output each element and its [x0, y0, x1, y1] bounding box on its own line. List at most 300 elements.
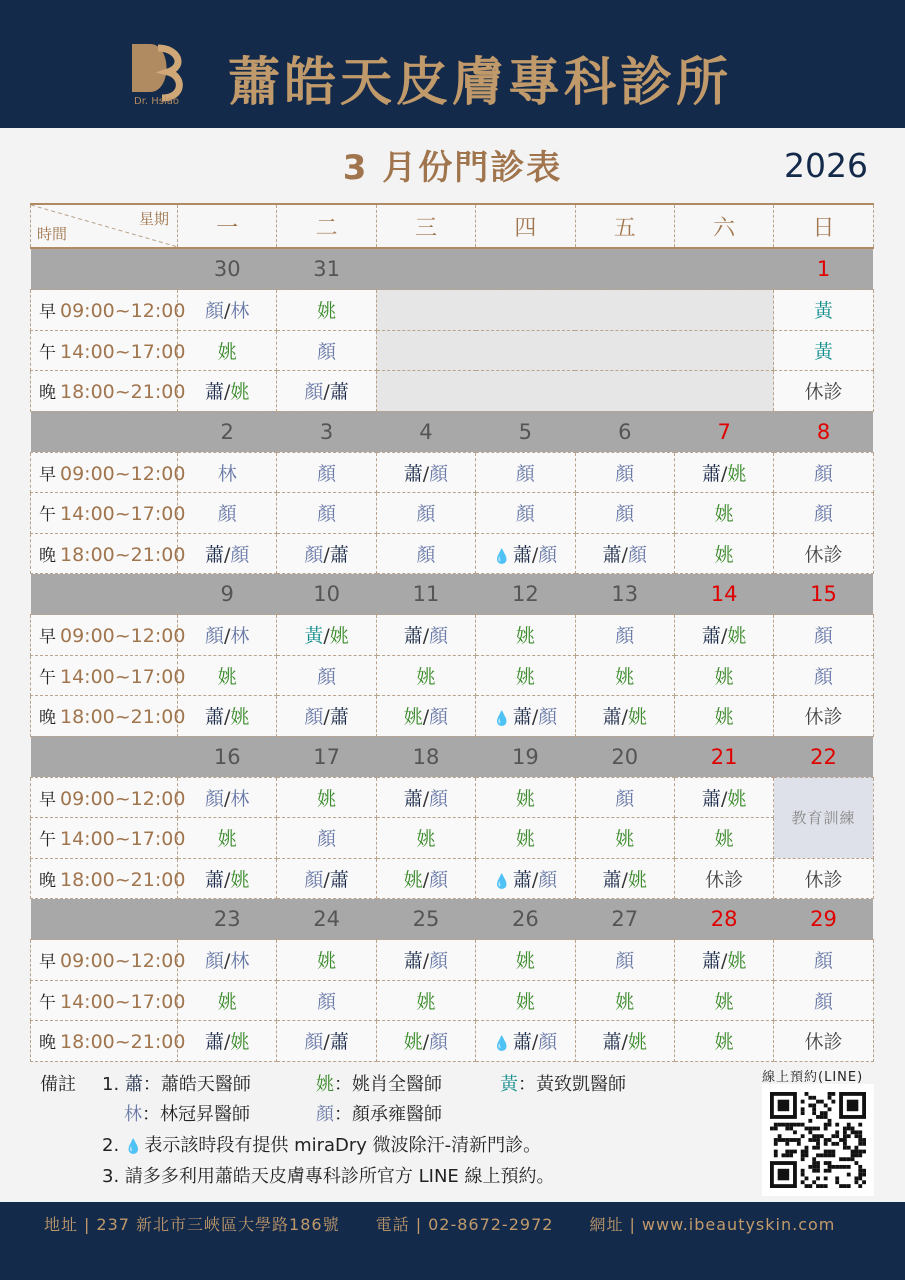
- time-slot-row: [31, 290, 874, 331]
- doctor-name: 顏: [615, 625, 635, 648]
- doctor-separator: /: [323, 543, 330, 566]
- schedule-cell: [575, 533, 674, 574]
- doctor-name: 休診: [804, 543, 843, 566]
- date-cell: 25: [376, 899, 475, 940]
- website-label: 網址: [589, 1215, 624, 1234]
- doctor-name: 林: [230, 300, 250, 323]
- doctor-name: 蕭: [329, 868, 349, 891]
- schedule-cell: [376, 858, 475, 899]
- doctor-name: 姚: [714, 503, 734, 526]
- doctor-name: 顏: [204, 950, 224, 973]
- slot-time-range: 09:00~12:00: [60, 300, 186, 323]
- slot-short-label: 晚: [39, 708, 56, 729]
- schedule-table: [30, 203, 873, 1062]
- doctor-name: 姚: [403, 868, 423, 891]
- time-slot-row: [31, 615, 874, 656]
- time-slot-label: [31, 330, 186, 371]
- slot-time-range: 14:00~17:00: [60, 503, 186, 526]
- time-axis-label: 時間: [37, 225, 68, 243]
- slot-time-range: 18:00~21:00: [60, 543, 186, 566]
- schedule-cell: [178, 533, 277, 574]
- schedule-cell: [674, 493, 773, 534]
- doctor-name: 顏: [217, 503, 237, 526]
- doctor-name: 姚: [416, 828, 436, 851]
- doctor-name: 顏: [317, 828, 337, 851]
- slot-time-range: 14:00~17:00: [60, 990, 186, 1013]
- time-slot-label: [31, 290, 186, 331]
- slot-time-range: 09:00~12:00: [60, 787, 186, 810]
- doctor-name: 姚: [416, 990, 436, 1013]
- time-slot-label: [31, 940, 186, 981]
- doctor-name: 姚: [317, 787, 337, 810]
- weekday-header: 日: [774, 204, 873, 248]
- date-cell: 14: [674, 574, 773, 615]
- slot-short-label: 午: [39, 505, 56, 526]
- schedule-cell: [277, 696, 376, 737]
- schedule-cell: [774, 533, 873, 574]
- doctor-name: 蕭: [602, 1031, 622, 1054]
- schedule-cell: [575, 615, 674, 656]
- date-row: [31, 574, 874, 615]
- water-drop-icon: 💧: [493, 1036, 511, 1053]
- time-slot-row: [31, 940, 874, 981]
- schedule-cell: [178, 290, 277, 331]
- month-title: 3 月份門診表: [342, 148, 563, 188]
- doctor-name: 姚: [615, 990, 635, 1013]
- schedule-cell: [575, 1021, 674, 1062]
- doctor-separator: /: [531, 543, 539, 566]
- doctor-name: 顏: [304, 543, 324, 566]
- doctor-name: 林: [230, 625, 250, 648]
- doctor-name-hsiao: ：蕭皓天醫師: [142, 1074, 251, 1095]
- doctor-separator: /: [422, 625, 430, 648]
- weekday-axis-label: 星期: [138, 210, 169, 228]
- time-slot-row: [31, 980, 874, 1021]
- date-cell: 4: [376, 411, 475, 452]
- schedule-cell: [376, 1021, 475, 1062]
- date-cell: [376, 248, 475, 290]
- schedule-cell: [774, 696, 873, 737]
- schedule-cell: [674, 655, 773, 696]
- schedule-cell: [674, 615, 773, 656]
- date-cell: 2: [178, 411, 277, 452]
- doctor-separator: /: [223, 868, 231, 891]
- schedule-cell: [674, 696, 773, 737]
- time-slot-row: [31, 533, 874, 574]
- time-slot-row: [31, 696, 874, 737]
- doctor-name: 姚: [217, 828, 237, 851]
- schedule-cell: [476, 452, 575, 493]
- schedule-cell: [575, 452, 674, 493]
- doctor-separator: /: [323, 1031, 330, 1054]
- doctor-name: 休診: [804, 706, 843, 729]
- water-drop-icon: 💧: [493, 548, 511, 565]
- doctor-name: 姚: [727, 462, 747, 485]
- schedule-cell: [277, 818, 376, 859]
- schedule-cell: [476, 696, 575, 737]
- schedule-cell: [674, 818, 773, 859]
- time-slot-label: [31, 533, 186, 574]
- schedule-cell: [774, 655, 873, 696]
- doctor-name: 蕭: [329, 1031, 349, 1054]
- slot-time-range: 09:00~12:00: [60, 950, 186, 973]
- date-cell: [476, 248, 575, 290]
- address-value: 237 新北市三峽區大學路186號: [96, 1215, 340, 1234]
- note-3-text: 3. 請多多利用蕭皓天皮膚專科診所官方 LINE 線上預約。: [102, 1166, 555, 1187]
- slot-time-range: 14:00~17:00: [60, 665, 186, 688]
- slot-short-label: 早: [39, 302, 56, 323]
- slot-short-label: 午: [39, 667, 56, 688]
- empty-cell: [575, 290, 674, 331]
- doctor-name: 顏: [814, 665, 834, 688]
- doctor-name: 顏: [429, 625, 449, 648]
- schedule-cell: [476, 493, 575, 534]
- doctor-name: 顏: [814, 950, 834, 973]
- doctor-name: 姚: [714, 543, 734, 566]
- date-cell: 9: [178, 574, 277, 615]
- doctor-name: 休診: [804, 381, 843, 404]
- doctor-separator: /: [323, 625, 330, 648]
- doctor-key-hsiao: 蕭: [124, 1074, 143, 1095]
- note-2-text: 表示該時段有提供 miraDry 微波除汗-清新門診。: [144, 1135, 542, 1156]
- time-slot-label: [31, 1021, 186, 1062]
- date-row: [31, 248, 874, 290]
- doctor-name: 顏: [429, 787, 449, 810]
- schedule-cell: [476, 533, 575, 574]
- empty-cell: [476, 371, 575, 412]
- doctor-name: 姚: [515, 625, 535, 648]
- empty-cell: [674, 330, 773, 371]
- doctor-name: 蕭: [329, 381, 349, 404]
- doctor-name: 顏: [538, 543, 558, 566]
- doctor-name: 顏: [204, 625, 224, 648]
- doctor-separator: /: [422, 462, 430, 485]
- date-cell: 17: [277, 736, 376, 777]
- doctor-name: 顏: [230, 543, 250, 566]
- doctor-name: 顏: [317, 990, 337, 1013]
- doctor-name: 顏: [304, 868, 324, 891]
- doctor-name: 蕭: [329, 706, 349, 729]
- date-row-spacer: [31, 736, 178, 777]
- date-cell: 26: [476, 899, 575, 940]
- schedule-cell: [774, 940, 873, 981]
- doctor-name: 顏: [615, 950, 635, 973]
- doctor-name: 顏: [429, 868, 449, 891]
- schedule-cell: [476, 655, 575, 696]
- schedule-cell: [277, 371, 376, 412]
- date-cell: 5: [476, 411, 575, 452]
- doctor-name: 顏: [515, 462, 535, 485]
- doctor-name: 顏: [317, 462, 337, 485]
- doctor-name: 蕭: [403, 787, 423, 810]
- note-2-number: 2.: [102, 1135, 120, 1156]
- date-row-spacer: [31, 248, 178, 290]
- doctor-separator: /: [621, 1031, 628, 1054]
- time-slot-label: [31, 615, 186, 656]
- doctor-name: 顏: [429, 462, 449, 485]
- time-slot-row: [31, 330, 874, 371]
- doctor-name: 姚: [627, 868, 647, 891]
- doctor-name: 顏: [538, 1031, 558, 1054]
- doctor-name: 顏: [627, 543, 647, 566]
- doctor-name-yen: ：顏承雍醫師: [334, 1104, 442, 1125]
- doctor-name: 顏: [304, 381, 324, 404]
- doctor-separator: /: [323, 381, 330, 404]
- schedule-cell: [674, 452, 773, 493]
- doctor-name: 蕭: [602, 868, 622, 891]
- doctor-name: 顏: [204, 787, 224, 810]
- time-slot-label: [31, 858, 186, 899]
- time-slot-row: [31, 858, 874, 899]
- doctor-name: 顏: [538, 868, 558, 891]
- website-link[interactable]: www.ibeautyskin.com: [641, 1215, 836, 1234]
- doctor-separator: /: [621, 543, 628, 566]
- doctor-separator: /: [720, 950, 728, 973]
- slot-time-range: 18:00~21:00: [60, 1031, 186, 1054]
- doctor-name: 姚: [230, 381, 250, 404]
- date-cell: 13: [575, 574, 674, 615]
- doctor-name: 蕭: [701, 625, 721, 648]
- doctor-name: 蕭: [701, 787, 721, 810]
- notes-label: 備註: [40, 1074, 76, 1095]
- schedule-cell: [277, 533, 376, 574]
- schedule-cell: [774, 615, 873, 656]
- slot-short-label: 早: [39, 464, 56, 485]
- phone-value[interactable]: 02-8672-2972: [428, 1215, 554, 1234]
- schedule-cell: [674, 777, 773, 818]
- time-slot-label: [31, 452, 186, 493]
- date-cell: 11: [376, 574, 475, 615]
- doctor-name: 蕭: [701, 950, 721, 973]
- doctor-name: 顏: [615, 462, 635, 485]
- doctor-name: 顏: [814, 503, 834, 526]
- slot-time-range: 09:00~12:00: [60, 462, 186, 485]
- doctor-name: 姚: [217, 340, 237, 363]
- doctor-name: 顏: [416, 503, 436, 526]
- weekday-header: 一: [178, 204, 277, 248]
- doctor-name: 蕭: [204, 543, 224, 566]
- doctor-name: 姚: [230, 1031, 250, 1054]
- schedule-cell: [774, 980, 873, 1021]
- qr-label: 線上預約(LINE): [762, 1070, 864, 1085]
- doctor-separator: /: [531, 868, 539, 891]
- schedule-cell: [178, 858, 277, 899]
- time-slot-row: [31, 655, 874, 696]
- date-row-spacer: [31, 574, 178, 615]
- slot-time-range: 18:00~21:00: [60, 706, 186, 729]
- date-cell: [674, 248, 773, 290]
- date-cell: 29: [774, 899, 873, 940]
- doctor-name: 顏: [814, 625, 834, 648]
- schedule-cell: [376, 818, 475, 859]
- schedule-cell: [277, 615, 376, 656]
- schedule-cell: [277, 1021, 376, 1062]
- doctor-name: 姚: [515, 787, 535, 810]
- slot-time-range: 14:00~17:00: [60, 340, 186, 363]
- doctor-name: 顏: [317, 340, 337, 363]
- slot-time-range: 18:00~21:00: [60, 381, 186, 404]
- schedule-cell: [575, 858, 674, 899]
- doctor-name: 姚: [317, 300, 337, 323]
- schedule-cell: [178, 818, 277, 859]
- doctor-name: 蕭: [204, 381, 224, 404]
- date-row-spacer: [31, 411, 178, 452]
- doctor-separator: /: [223, 300, 231, 323]
- schedule-cell: [178, 452, 277, 493]
- doctor-name-yao: ：姚肖全醫師: [334, 1074, 442, 1095]
- doctor-name: 姚: [727, 787, 747, 810]
- doctor-separator: /: [323, 868, 330, 891]
- table-corner: [31, 204, 178, 248]
- doctor-name: 蕭: [329, 543, 349, 566]
- doctor-name: 姚: [714, 665, 734, 688]
- date-cell: 31: [277, 248, 376, 290]
- schedule-cell: [575, 777, 674, 818]
- schedule-cell: [376, 940, 475, 981]
- date-cell: 21: [674, 736, 773, 777]
- doctor-name: 黃: [814, 300, 834, 323]
- schedule-cell: [178, 1021, 277, 1062]
- slot-time-range: 14:00~17:00: [60, 828, 186, 851]
- slot-short-label: 午: [39, 342, 56, 363]
- schedule-cell: [277, 493, 376, 534]
- doctor-separator: /: [422, 787, 430, 810]
- schedule-cell: [575, 940, 674, 981]
- slot-short-label: 晚: [39, 1033, 56, 1054]
- doctor-name: 姚: [714, 990, 734, 1013]
- schedule-cell: [674, 533, 773, 574]
- schedule-cell: [575, 980, 674, 1021]
- empty-cell: [674, 290, 773, 331]
- doctor-name: 姚: [515, 950, 535, 973]
- doctor-name: 姚: [403, 1031, 423, 1054]
- doctor-separator: /: [223, 706, 231, 729]
- doctor-name: 顏: [416, 543, 436, 566]
- date-cell: 3: [277, 411, 376, 452]
- doctor-name: 休診: [804, 1031, 843, 1054]
- time-slot-label: [31, 493, 186, 534]
- doctor-separator: /: [422, 1031, 430, 1054]
- schedule-cell: [376, 452, 475, 493]
- doctor-name: 姚: [217, 665, 237, 688]
- slot-short-label: 早: [39, 627, 56, 648]
- schedule-cell: [277, 777, 376, 818]
- doctor-separator: /: [422, 950, 430, 973]
- time-slot-label: [31, 818, 186, 859]
- time-slot-row: [31, 452, 874, 493]
- schedule-cell: [575, 493, 674, 534]
- schedule-cell: [178, 330, 277, 371]
- date-cell: [575, 248, 674, 290]
- doctor-name: 姚: [317, 950, 337, 973]
- date-cell: 22: [774, 736, 873, 777]
- slot-short-label: 晚: [39, 383, 56, 404]
- doctor-name: 顏: [429, 706, 449, 729]
- doctor-name: 顏: [204, 300, 224, 323]
- schedule-cell: [277, 980, 376, 1021]
- schedule-cell: [575, 696, 674, 737]
- schedule-cell: [674, 940, 773, 981]
- training-cell: 教育訓練: [774, 777, 873, 858]
- doctor-name: 姚: [714, 828, 734, 851]
- schedule-cell: [774, 1021, 873, 1062]
- date-cell: 19: [476, 736, 575, 777]
- weekday-header: 二: [277, 204, 376, 248]
- doctor-separator: /: [720, 625, 728, 648]
- phone-label: 電話: [375, 1215, 410, 1234]
- schedule-cell: [476, 980, 575, 1021]
- schedule-cell: [575, 818, 674, 859]
- date-cell: 15: [774, 574, 873, 615]
- doctor-name: 顏: [317, 503, 337, 526]
- schedule-cell: [674, 1021, 773, 1062]
- doctor-name: 姚: [727, 950, 747, 973]
- schedule-cell: [476, 940, 575, 981]
- weekday-header: 五: [575, 204, 674, 248]
- doctor-separator: /: [531, 706, 539, 729]
- doctor-name: 姚: [615, 828, 635, 851]
- schedule-cell: [277, 452, 376, 493]
- clinic-name: 蕭皓天皮膚專科診所: [228, 53, 733, 113]
- slot-short-label: 晚: [39, 870, 56, 891]
- doctor-key-yen: 顏: [316, 1104, 334, 1125]
- empty-cell: [376, 290, 475, 331]
- slot-time-range: 18:00~21:00: [60, 868, 186, 891]
- schedule-cell: [277, 655, 376, 696]
- schedule-cell: [178, 615, 277, 656]
- doctor-name: 姚: [627, 1031, 647, 1054]
- doctor-name: 顏: [304, 1031, 324, 1054]
- schedule-cell: [277, 940, 376, 981]
- header-bar: [0, 0, 905, 128]
- doctor-name: 姚: [403, 706, 423, 729]
- doctor-separator: /: [223, 1031, 231, 1054]
- year-label: 2026: [784, 146, 868, 185]
- doctor-name: 姚: [727, 625, 747, 648]
- doctor-name: 姚: [515, 990, 535, 1013]
- doctor-name: 蕭: [204, 1031, 224, 1054]
- doctor-name: 林: [230, 950, 250, 973]
- doctor-name: 蕭: [512, 1031, 532, 1054]
- schedule-cell: [376, 777, 475, 818]
- schedule-cell: [178, 696, 277, 737]
- doctor-name: 顏: [515, 503, 535, 526]
- doctor-key-yao: 姚: [316, 1074, 334, 1095]
- date-cell: 16: [178, 736, 277, 777]
- doctor-name: 蕭: [512, 868, 532, 891]
- schedule-cell: [277, 858, 376, 899]
- schedule-cell: [178, 777, 277, 818]
- empty-cell: [476, 290, 575, 331]
- doctor-separator: /: [223, 787, 231, 810]
- time-slot-label: [31, 655, 186, 696]
- date-cell: 7: [674, 411, 773, 452]
- line-qr-code-icon[interactable]: [762, 1084, 874, 1196]
- time-slot-label: [31, 371, 186, 412]
- doctor-name: 蕭: [602, 706, 622, 729]
- time-slot-row: [31, 493, 874, 534]
- doctor-name: 蕭: [403, 625, 423, 648]
- schedule-cell: [774, 371, 873, 412]
- doctor-name: 蕭: [701, 462, 721, 485]
- note-1-number: 1.: [102, 1074, 120, 1095]
- date-cell: 12: [476, 574, 575, 615]
- water-drop-icon: 💧: [124, 1139, 143, 1155]
- time-slot-label: [31, 980, 186, 1021]
- schedule-cell: [376, 533, 475, 574]
- footer-info: 地址 | 237 新北市三峽區大學路186號 電話 | 02-8672-2972 網址 | www.ibeautyskin.com: [44, 1215, 836, 1234]
- schedule-cell: [476, 818, 575, 859]
